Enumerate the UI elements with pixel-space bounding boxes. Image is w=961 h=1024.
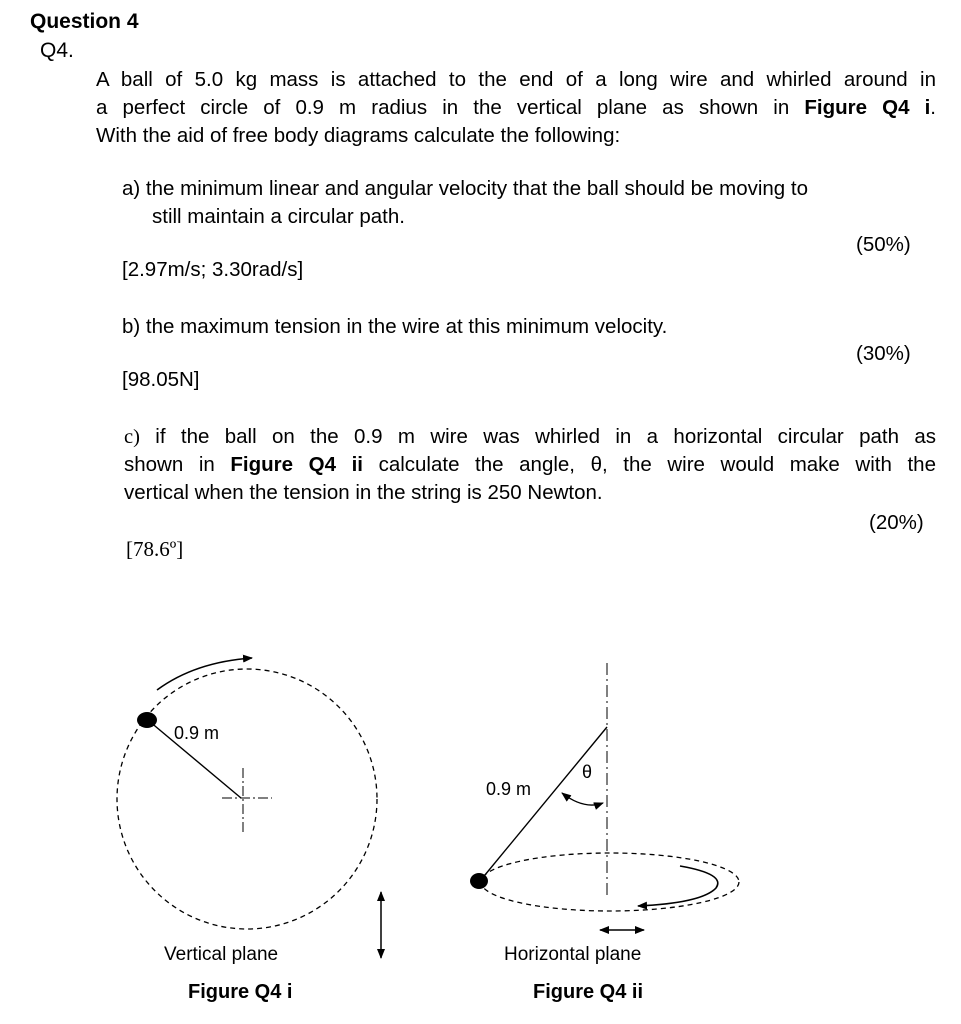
- figure-i-plane-label: Vertical plane: [164, 944, 279, 965]
- figure-ref-q4ii: Figure Q4 ii: [230, 453, 363, 476]
- intro-line-1: A ball of 5.0 kg mass is attached to the end of a long wire and whirled around in: [96, 68, 936, 91]
- ball-icon: [137, 712, 157, 728]
- rotation-arrow-icon: [638, 866, 718, 906]
- part-b-answer: [98.05N]: [122, 368, 200, 391]
- part-c-answer: [78.6º]: [126, 537, 184, 561]
- intro-line-2-end: .: [930, 96, 936, 119]
- part-b-line-1: b) the maximum tension in the wire at this minimum velocity.: [122, 315, 668, 338]
- vertical-circle-path: [117, 669, 377, 929]
- horizontal-circle-path: [481, 853, 739, 911]
- figure-i-radius-label: 0.9 m: [174, 723, 220, 743]
- part-a-answer: [2.97m/s; 3.30rad/s]: [122, 258, 304, 281]
- ball-icon: [470, 873, 488, 889]
- part-b-mark: (30%): [856, 342, 911, 365]
- part-c-mark: (20%): [869, 511, 924, 534]
- part-c-line-2-pre: shown in: [124, 453, 215, 476]
- question-number: Q4.: [40, 39, 74, 62]
- theta-symbol: θ: [582, 762, 593, 782]
- part-a-line-2: still maintain a circular path.: [152, 205, 405, 228]
- part-c-line-3: vertical when the tension in the string is 250 Newton.: [124, 481, 603, 504]
- figure-q4i-diagram: [117, 658, 381, 958]
- intro-line-2-text: a perfect circle of 0.9 m radius in the vertical plane as shown in: [96, 96, 790, 119]
- part-c-line-1-text: if the ball on the 0.9 m wire was whirled in a horizontal circular path as: [155, 425, 936, 448]
- figure-ref-q4i: Figure Q4 i: [804, 96, 931, 119]
- part-c-label: c): [124, 426, 140, 448]
- figure-ii-wire-label: 0.9 m: [486, 779, 532, 799]
- part-c-line-2-post: calculate the angle, θ, the wire would make with the: [378, 453, 936, 476]
- angle-arc-icon: [562, 793, 603, 805]
- figure-ii-caption: Figure Q4 ii: [533, 981, 644, 1003]
- wire-line-angled: [480, 727, 607, 881]
- rotation-arrow-icon: [157, 658, 252, 690]
- part-a-line-1: a) the minimum linear and angular velocity that the ball should be moving to: [122, 177, 808, 200]
- intro-line-3: With the aid of free body diagrams calculate the following:: [96, 124, 621, 147]
- question-title: Question 4: [30, 10, 139, 33]
- part-a-mark: (50%): [856, 233, 911, 256]
- figure-i-caption: Figure Q4 i: [188, 981, 293, 1003]
- figure-ii-plane-label: Horizontal plane: [504, 944, 642, 965]
